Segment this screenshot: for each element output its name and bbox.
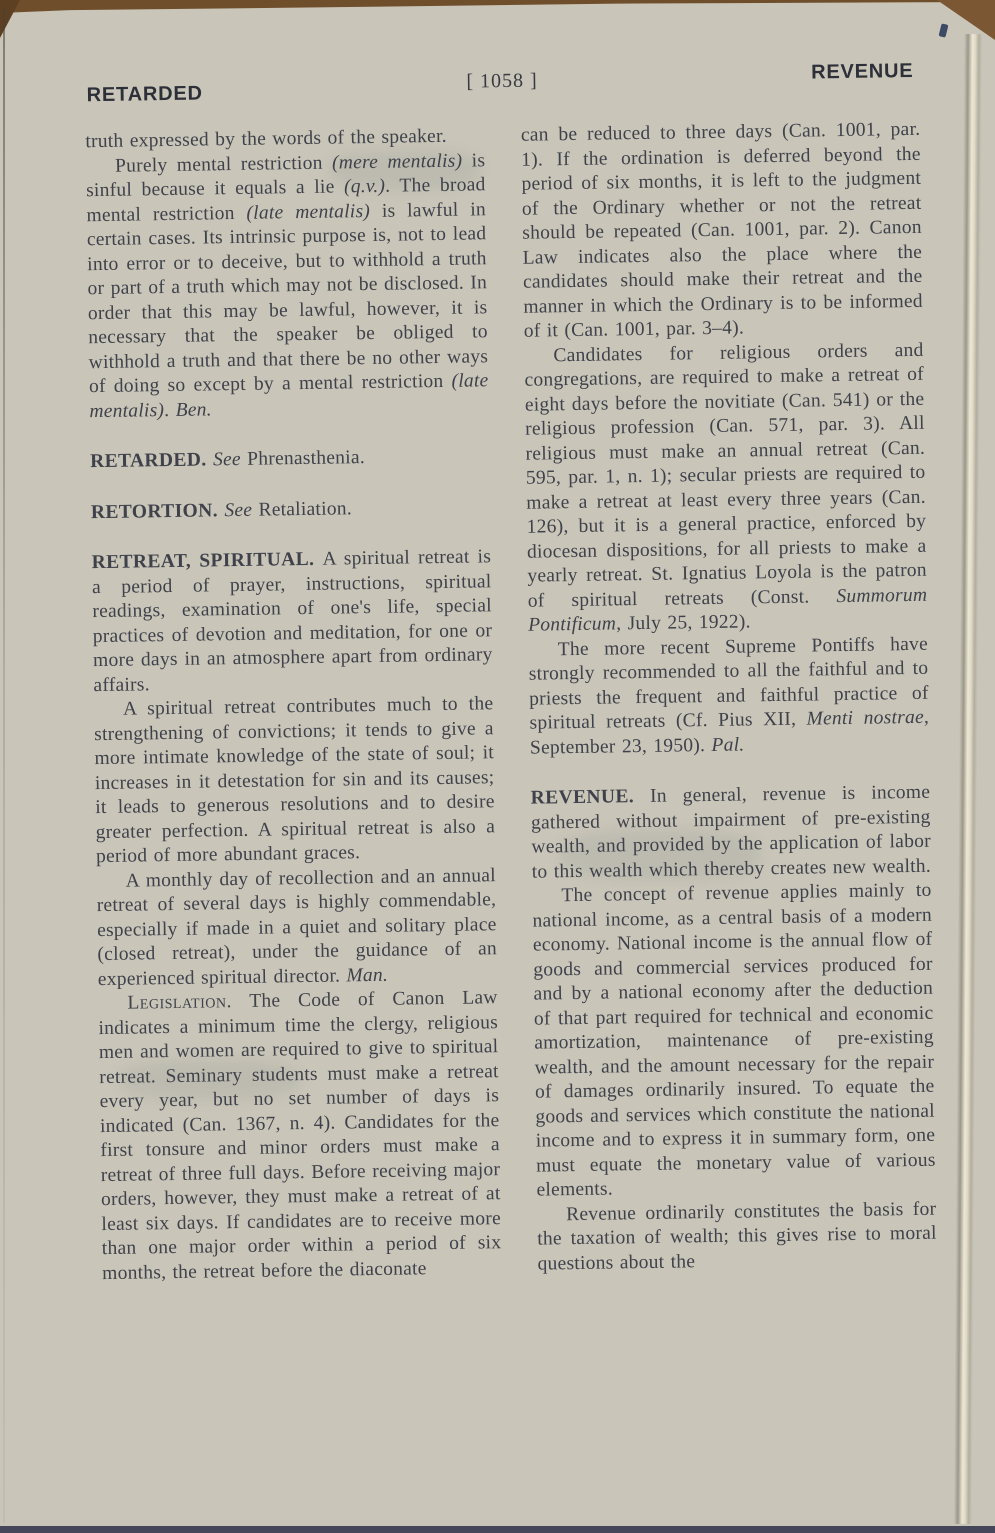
paragraph-continuation: can be reduced to three days (Can. 1001, par. 1). If the ordination is deferred beyond the period of six months, it is left to the judgment of the Ordinary whether or not the retreat should be repeated (Can. 1001, par. 2). Canon Law indicates also the place where the candidates should make their retreat and the manner in which the Ordinary is to be informed of it (Can. 1001, par. 3–4). bbox=[520, 118, 924, 342]
entry-retarded: RETARDED. See Phrenasthenia. bbox=[89, 447, 366, 473]
running-head bbox=[84, 59, 919, 108]
paragraph: Purely mental restriction (mere mentalis) is sinful because it equals a lie (q.v.). The broad mental restriction (late mentalis) is lawful in certain cases. Its intrinsic purpose is, not to lead into error or to deceive, but to withhold a truth or part of a truth which may not be disclosed. In order that this may be lawful, however, it is necessary that the speaker be obliged to withhold a truth and that there be no other ways of doing so except by a mental restriction (late mentalis). Ben. bbox=[85, 149, 489, 422]
paragraph-legislation: Legislation. The Code of Canon Law indicates a minimum time the clergy, religious men and women are required to give to spiritual retreat. Seminary students must make a retreat every year, but no set number of days is indicated (Can. 1367, n. 4). Candidates for the first tonsure and minor orders must make a retreat of three full days. Before receiving major orders, however, they must make a retreat of at least six days. If candidates are to receive more than one major order within a period of six months, the retreat before the diaconate bbox=[98, 987, 502, 1284]
text-column-right bbox=[521, 118, 938, 1280]
entry-retortion: RETORTION. See Retaliation. bbox=[90, 497, 353, 523]
entry-retreat-spiritual: RETREAT, SPIRITUAL. A spiritual retreat is a period of prayer, instructions, spiritual readings, examination of one's life, special practices of devotion and meditation, for one or more days in an atmosphere apart from ordinary affairs. bbox=[91, 546, 493, 696]
page-number: [ 1058 ] bbox=[466, 69, 538, 93]
paragraph: Revenue ordinarily constitutes the basis for the taxation of wealth; this gives rise to moral questions about the bbox=[537, 1198, 937, 1275]
entry-revenue: REVENUE. In general, revenue is income gathered without impairment of pre-existing wealth, and provided by the application of labor to this wealth which thereby creates new wealth. bbox=[530, 781, 932, 883]
guide-word-left: RETARDED bbox=[86, 82, 203, 107]
text-column-left bbox=[85, 124, 502, 1286]
table-background-bottom bbox=[0, 1526, 995, 1533]
page-content bbox=[84, 59, 937, 1286]
paragraph: The concept of revenue applies mainly to national income, as a central basis of a modern economy. National income is the annual flow of goods and commercial services produced for and by a national economy after the deduction of that part required for technical and economic amortization, maintenance of pre-existing wealth, and the amount necessary for the repair of damages ordinarily insured. To equate the goods and services which constitute the national income and to express it in summary form, one must equate the monetary value of various elements. bbox=[532, 879, 936, 1201]
page-edge-left bbox=[3, 8, 5, 1523]
table-background-top bbox=[0, 0, 995, 13]
paragraph: A spiritual retreat contributes much to the strengthening of convictions; it tends to give a more intimate knowledge of the state of soul; it increases in it detestation for sin and its causes; it leads to generous resolutions and to desire greater perfection. A spiritual retreat is also a period of more abundant graces. bbox=[94, 693, 496, 868]
binding-mark bbox=[939, 23, 949, 37]
paragraph-continuation: truth expressed by the words of the speaker. bbox=[85, 125, 447, 153]
page-gutter-crease bbox=[954, 34, 982, 1524]
text-columns bbox=[85, 118, 937, 1286]
paragraph: A monthly day of recollection and an annual retreat of several days is highly commendable, especially if made in a quiet and solitary place (closed retreat), under the guidance of an experienced spiritual director. Man. bbox=[96, 864, 498, 990]
paragraph: The more recent Supreme Pontiffs have strongly recommended to all the faithful and to priests the frequent and faithful practice of spiritual retreats (Cf. Pius XII, Menti nostrae, September 23, 1950). Pal. bbox=[528, 633, 930, 759]
paragraph: Candidates for religious orders and congregations, are required to make a retreat of eight days before the novitiate (Can. 541) or the religious profession (Can. 571, par. 3). All religious must make an annual retreat (Can. 595, par. 1, n. 1); secular priests are required to make a retreat at least every three years (Can. 126), but it is a general practice, enforced by diocesan dispositions, for all priests to make a yearly retreat. St. Ignatius Loyola is the patron of spiritual retreats (Const. Summorum Pontificum, July 25, 1922). bbox=[524, 339, 928, 636]
guide-word-right: REVENUE bbox=[810, 59, 914, 84]
